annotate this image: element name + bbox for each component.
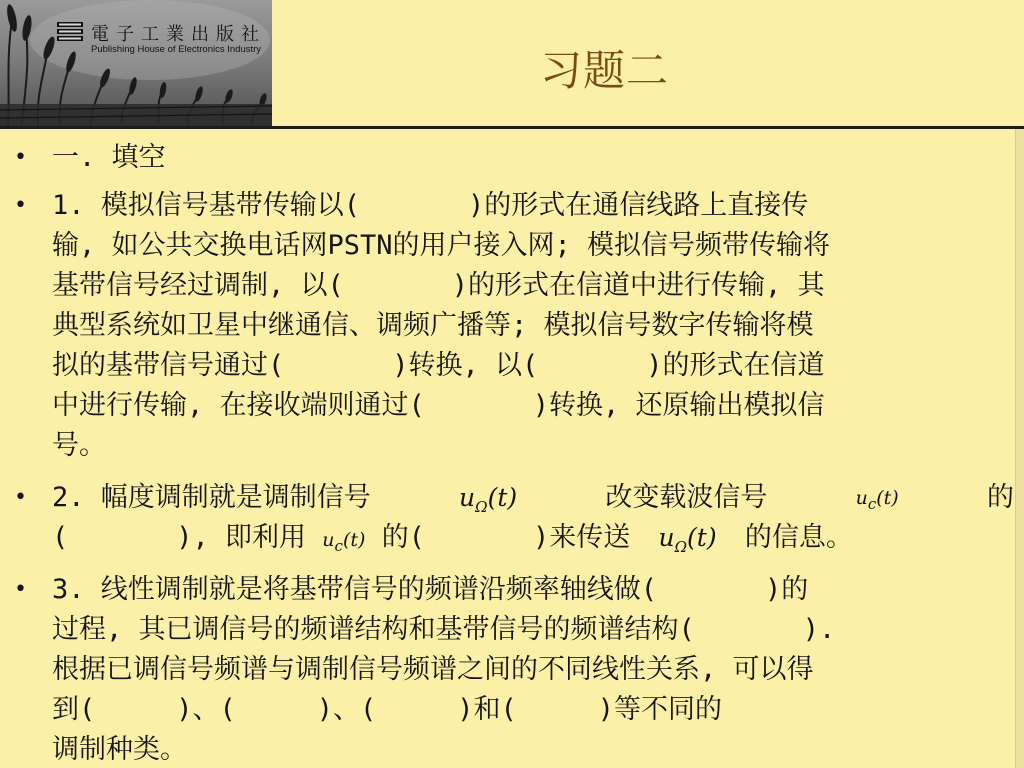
carrier-signal-formula: $u_c(t)$ (322, 529, 366, 555)
stacked-books-icon (55, 18, 85, 46)
question-1-line: 中进行传输, 在接收端则通过( )转换, 还原输出模拟信 (52, 390, 825, 421)
question-1-line: 输, 如公共交换电话网PSTN的用户接入网; 模拟信号频带传输将 (52, 230, 831, 261)
question-2-lead-text: 2. 幅度调制就是调制信号 (52, 482, 371, 513)
question-2-line (52, 518, 1014, 567)
question-1-line: 1. 模拟信号基带传输以( )的形式在通信线路上直接传 (52, 190, 809, 221)
question-1-line: 号。 (52, 430, 106, 461)
question-2-text-c: 的信息。 (744, 522, 853, 553)
question-1-line: 基带信号经过调制, 以( )的形式在信道中进行传输, 其 (52, 270, 825, 301)
question-3-line: 调制种类。 (52, 734, 187, 765)
slide-content (0, 136, 1024, 768)
section-heading: 一. 填空 (52, 142, 166, 173)
question-2-tail-text: 的 (986, 482, 1014, 513)
carrier-signal-formula: $u_c(t)$ (855, 487, 899, 513)
publisher-english-name: Publishing House of Electronics Industry (91, 44, 262, 55)
question-1-line: 拟的基带信号通过( )转换, 以( )的形式在信道 (52, 350, 825, 381)
wheat-field-photo (0, 0, 272, 126)
bullet-dot: • (14, 193, 27, 218)
modulating-signal-formula: $u_\Omega(t)$ (658, 523, 717, 556)
bullet-dot: • (14, 145, 27, 170)
question-2-text-b: 的( )来传送 (381, 522, 631, 553)
bullet-dot: • (14, 485, 27, 510)
question-3-line: 3. 线性调制就是将基带信号的频谱沿频率轴线做( )的 (52, 574, 809, 605)
slide-title: 习题二 (540, 46, 670, 95)
question-3-line: 过程, 其已调信号的频谱结构和基带信号的频谱结构( ). (52, 614, 836, 645)
modulating-signal-formula: $u_\Omega(t)$ (459, 483, 518, 516)
question-1-line: 典型系统如卫星中继通信、调频广播等; 模拟信号数字传输将模 (52, 310, 814, 341)
question-2-text-a: ( ), 即利用 (52, 522, 307, 553)
question-3-line: 到( )、( )、( )和( )等不同的 (52, 694, 723, 725)
header-divider (0, 126, 1024, 129)
bullet-dot: • (14, 577, 27, 602)
question-3-line: 根据已调信号频谱与调制信号频谱之间的不同线性关系, 可以得 (52, 654, 814, 685)
wheat-silhouette-image (0, 0, 272, 126)
publisher-name: 電子工業出版社 (91, 24, 266, 45)
question-2-mid-text: 改变载波信号 (605, 482, 768, 513)
